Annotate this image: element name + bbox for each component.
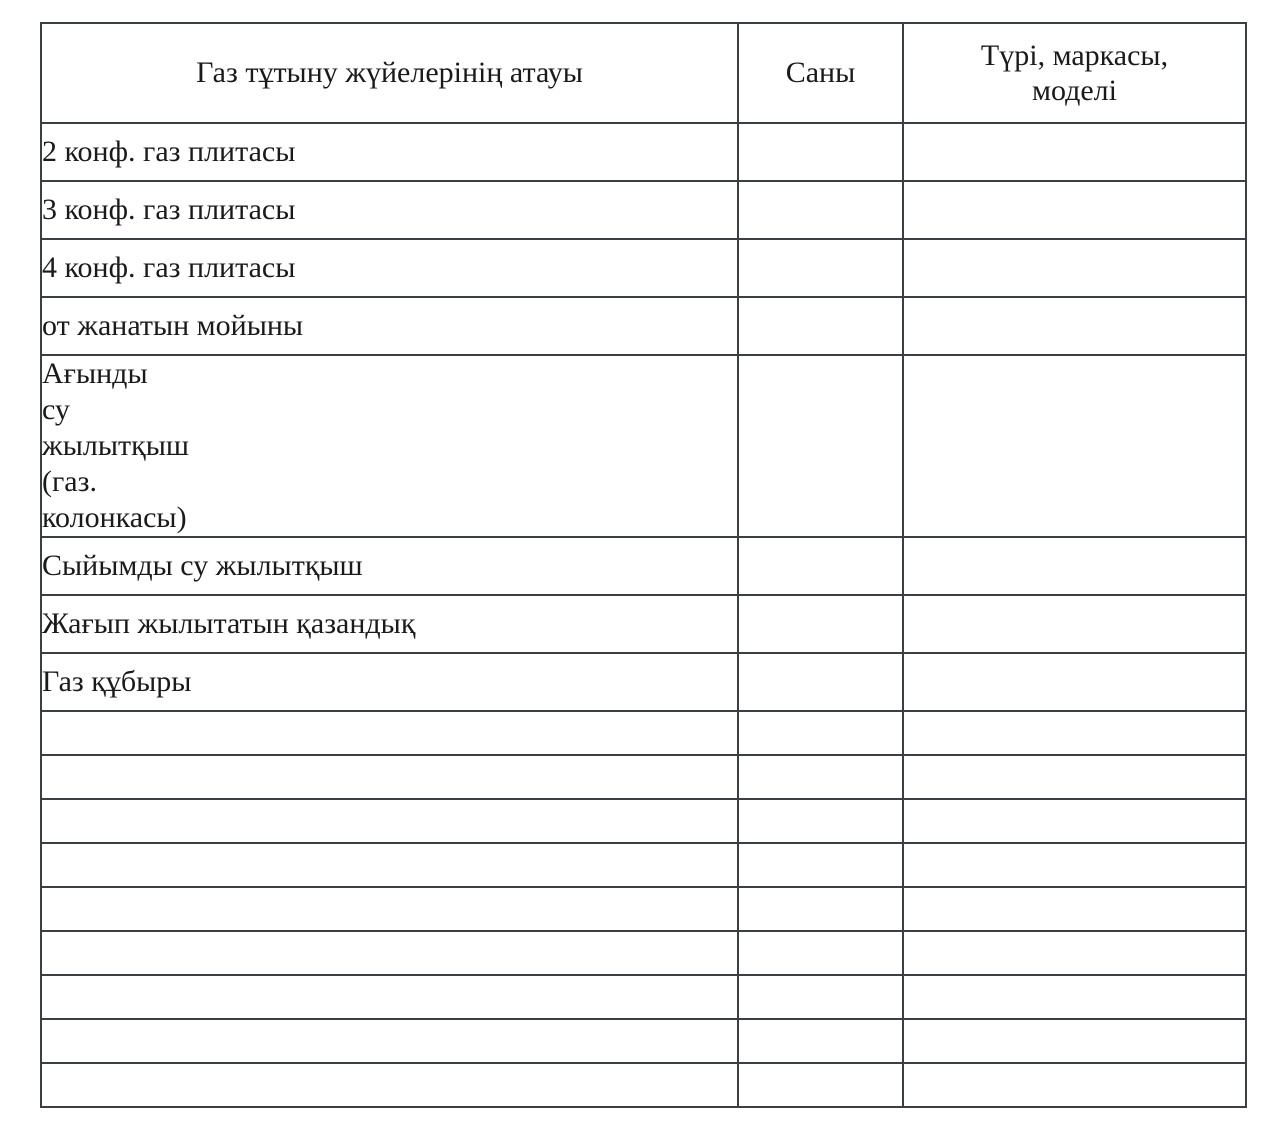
cell-name[interactable]: Сыйымды су жылытқыш (41, 537, 738, 595)
table-row (41, 595, 1246, 653)
cell-name[interactable] (41, 755, 738, 799)
column-header-quantity: Саны (738, 23, 903, 123)
cell-name-line1 (42, 356, 737, 500)
cell-type[interactable] (903, 181, 1246, 239)
table-row (41, 1063, 1246, 1107)
table-row (41, 123, 1246, 181)
cell-quantity[interactable] (738, 595, 903, 653)
table-row (41, 799, 1246, 843)
cell-type[interactable] (903, 887, 1246, 931)
cell-type[interactable] (903, 843, 1246, 887)
cell-type[interactable] (903, 123, 1246, 181)
table-row (41, 355, 1246, 537)
table-row (41, 181, 1246, 239)
cell-type[interactable] (903, 653, 1246, 711)
cell-quantity[interactable] (738, 711, 903, 755)
cell-name[interactable] (41, 1063, 738, 1107)
cell-quantity[interactable] (738, 537, 903, 595)
cell-type[interactable] (903, 239, 1246, 297)
table-row (41, 843, 1246, 887)
table-row (41, 975, 1246, 1019)
cell-quantity[interactable] (738, 1063, 903, 1107)
table-header (41, 23, 1246, 123)
cell-name[interactable] (41, 355, 738, 537)
cell-type[interactable] (903, 799, 1246, 843)
column-header-type (903, 23, 1246, 123)
cell-name[interactable] (41, 887, 738, 931)
cell-name[interactable]: Жағып жылытатын қазандық (41, 595, 738, 653)
cell-quantity[interactable] (738, 1019, 903, 1063)
word: Ағынды (42, 357, 148, 390)
cell-name[interactable]: Газ құбыры (41, 653, 738, 711)
cell-quantity[interactable] (738, 355, 903, 537)
table-row (41, 755, 1246, 799)
cell-type[interactable] (903, 595, 1246, 653)
column-header-type-line1: Түрі, маркасы, (980, 38, 1169, 72)
cell-quantity[interactable] (738, 843, 903, 887)
cell-name-line2: колонкасы) (42, 501, 187, 534)
cell-type[interactable] (903, 931, 1246, 975)
table-row (41, 537, 1246, 595)
cell-quantity[interactable] (738, 755, 903, 799)
cell-type[interactable] (903, 975, 1246, 1019)
column-header-type-line2: моделі (1031, 74, 1117, 107)
table-row (41, 653, 1246, 711)
cell-quantity[interactable] (738, 931, 903, 975)
cell-name[interactable]: 3 конф. газ плитасы (41, 181, 738, 239)
cell-name[interactable] (41, 975, 738, 1019)
cell-quantity[interactable] (738, 975, 903, 1019)
cell-type[interactable] (903, 755, 1246, 799)
cell-type[interactable] (903, 711, 1246, 755)
cell-type[interactable] (903, 297, 1246, 355)
cell-name[interactable]: 2 конф. газ плитасы (41, 123, 738, 181)
table-row (41, 297, 1246, 355)
table-body (41, 123, 1246, 1107)
cell-quantity[interactable] (738, 297, 903, 355)
table-row (41, 239, 1246, 297)
table-row (41, 711, 1246, 755)
cell-name[interactable] (41, 931, 738, 975)
cell-name[interactable]: от жанатын мойыны (41, 297, 738, 355)
word: су (42, 393, 70, 426)
table-row (41, 1019, 1246, 1063)
cell-type[interactable] (903, 1019, 1246, 1063)
cell-quantity[interactable] (738, 239, 903, 297)
cell-quantity[interactable] (738, 653, 903, 711)
cell-quantity[interactable] (738, 123, 903, 181)
cell-name[interactable] (41, 843, 738, 887)
cell-quantity[interactable] (738, 181, 903, 239)
cell-type[interactable] (903, 1063, 1246, 1107)
gas-consumption-table (40, 22, 1247, 1108)
word: (газ. (42, 465, 97, 498)
cell-name[interactable] (41, 1019, 738, 1063)
cell-name[interactable] (41, 799, 738, 843)
cell-quantity[interactable] (738, 887, 903, 931)
cell-type[interactable] (903, 355, 1246, 537)
table-row (41, 887, 1246, 931)
word: жылытқыш (42, 429, 189, 462)
cell-name[interactable]: 4 конф. газ плитасы (41, 239, 738, 297)
cell-type[interactable] (903, 537, 1246, 595)
table-row (41, 931, 1246, 975)
cell-quantity[interactable] (738, 799, 903, 843)
table-header-row (41, 23, 1246, 123)
cell-name[interactable] (41, 711, 738, 755)
column-header-name: Газ тұтыну жүйелерінің атауы (41, 23, 738, 123)
